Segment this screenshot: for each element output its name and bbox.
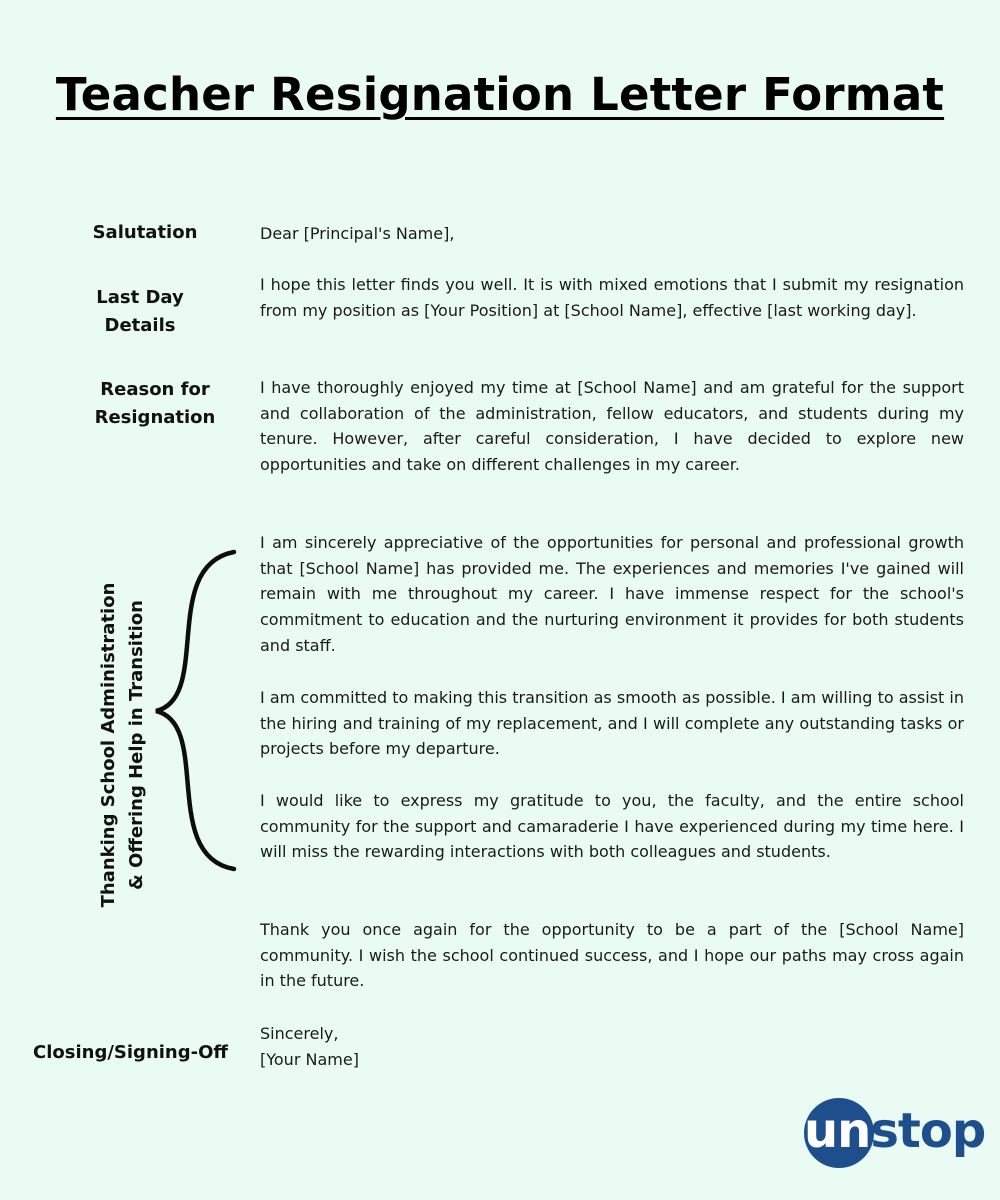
curly-brace-icon [150,548,240,873]
page-title: Teacher Resignation Letter Format [55,68,945,121]
label-closing: Closing/Signing-Off [33,1042,228,1063]
letter-thanks-paragraph-1: I am sincerely appreciative of the opportunities for personal and professional growth that [School Name] has provided me. The experiences and memories I've gained will remain with me throughout my career. I have immense respect for the school's commitment to education and the nurturing environment it provides for both students and staff. [260,533,964,655]
logo-text [804,1101,985,1161]
letter-thanks-paragraph-3: I would like to express my gratitude to you, the faculty, and the entire school community for the support and camaraderie I have experienced during my time here. I will miss the rewarding interactions with both colleagues and students. [260,791,964,862]
unstop-logo [800,1098,985,1174]
letter-reason-paragraph: I have thoroughly enjoyed my time at [School Name] and am grateful for the support and collaboration of the administration, fellow educators, and students during my tenure. However, after careful consideration, I have decided to explore new opportunities and take on different challenges in my career. [260,378,964,475]
letter-sign-off: Sincerely, [260,1024,339,1043]
label-last-day-details: Last Day Details [96,287,184,336]
letter-thanks-paragraph-4: Thank you once again for the opportunity to be a part of the [School Name] community. I wish the school continued success, and I hope our paths may cross again in the future. [260,920,964,991]
logo-text-stop: stop [870,1103,986,1159]
label-reason-for-resignation: Reason for Resignation [94,379,216,428]
letter-salutation: Dear [Principal's Name], [260,224,455,243]
letter-last-day-paragraph: I hope this letter finds you well. It is with mixed emotions that I submit my resignation from my position as [Your Position] at [School Name], effective [last working day]. [260,275,964,320]
letter-name-placeholder: [Your Name] [260,1050,359,1069]
label-salutation: Salutation [92,222,198,243]
label-thanking: Thanking School Administration & Offering Help in Transition [98,582,147,908]
letter-thanks-paragraph-2: I am committed to making this transition as smooth as possible. I am willing to assist in the hiring and training of my replacement, and I will complete any outstanding tasks or projects before my departure. [260,688,964,759]
logo-text-un: un [804,1103,871,1159]
